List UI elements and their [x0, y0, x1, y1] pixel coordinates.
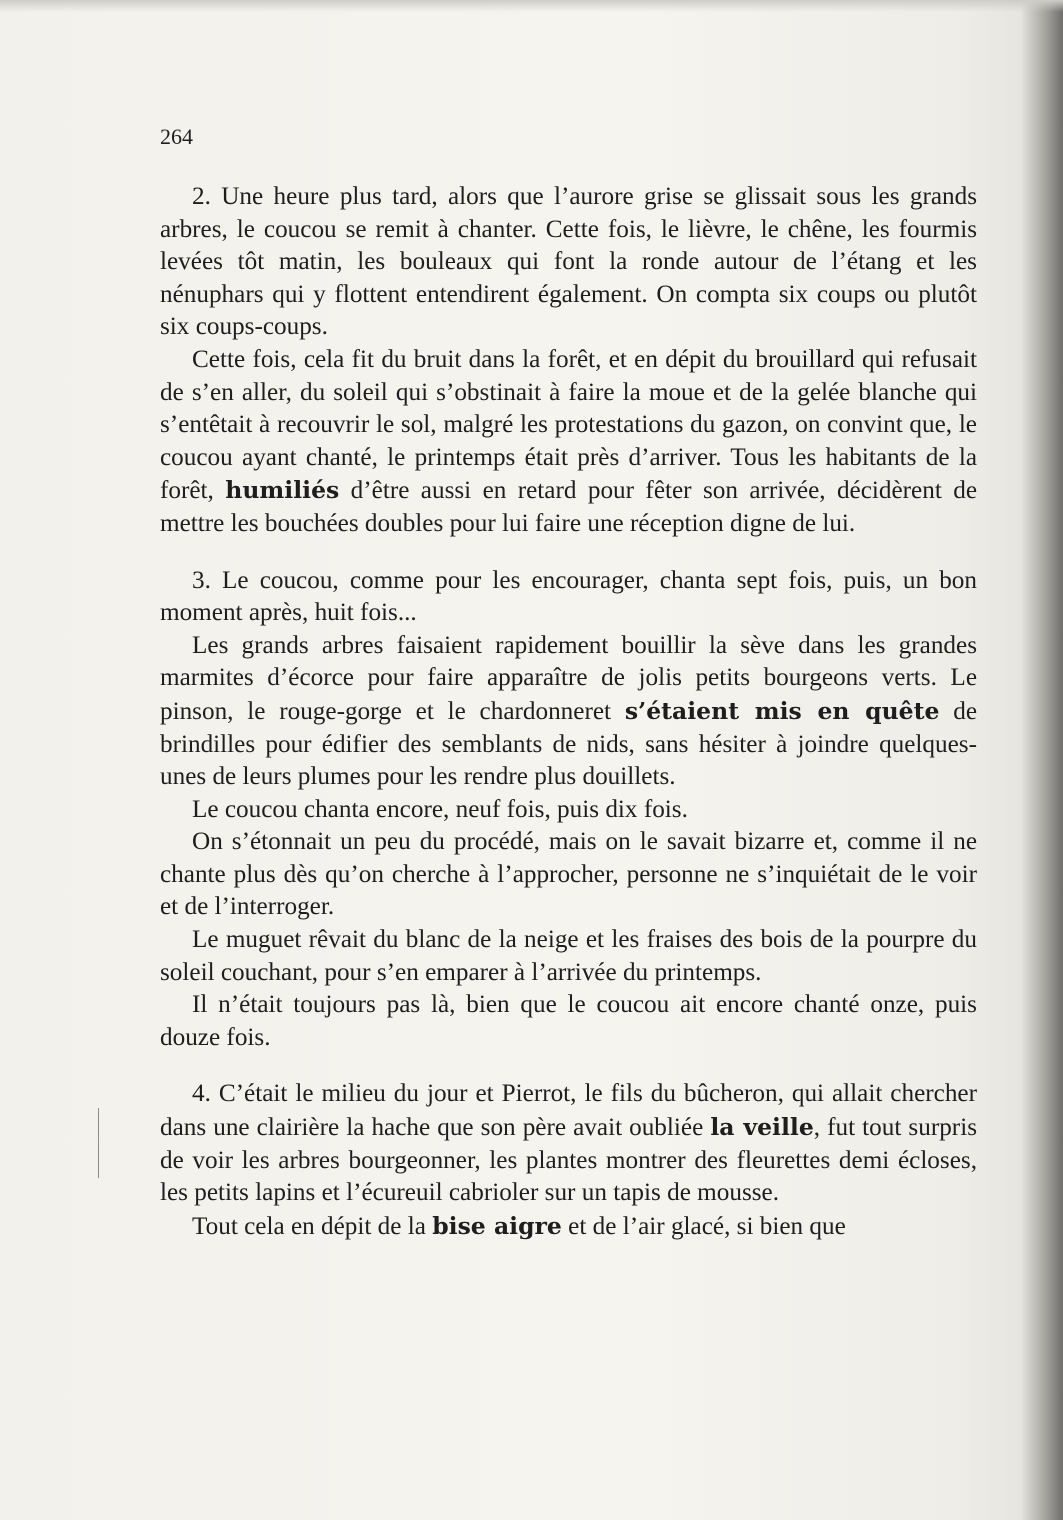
paragraph: [160, 924, 977, 989]
text-run: Il n’était toujours pas là, bien que le coucou ait encore chanté onze, puis douze fois.: [160, 991, 977, 1051]
paragraph: [160, 630, 977, 794]
paragraph: [160, 826, 977, 924]
text-run: Cette fois, cela fit du bruit dans la forêt, et en dépit du brouillard qui refusait de s’en aller, du soleil qui s’obstinait à faire la moue et de la gelée blanche qui s’entêtait à recouvrir le sol, malgré les protestations du gazon, on convint que, le coucou ayant chanté, le printemps était près d’arriver. Tous les habitants de la forêt,: [160, 345, 977, 505]
paragraph: [160, 181, 977, 344]
pencil-margin-mark: [98, 1108, 99, 1178]
text-run: Le muguet rêvait du blanc de la neige et les fraises des bois de la pourpre du soleil couchant, pour s’en emparer à l’arrivée du printemps.: [160, 926, 977, 986]
text-run: 4. C’était le milieu du jour et Pierrot, le fils du bûcheron, qui allait chercher dans une clairière la hache que son père avait oubliée: [160, 1080, 977, 1142]
bold-phrase: la veille: [710, 1113, 814, 1142]
body-text: [160, 181, 977, 1243]
bold-phrase: humiliés: [225, 476, 340, 505]
page-top-shadow: [0, 0, 1063, 12]
text-run: d’être aussi en retard pour fêter son arrivée, décidèrent de mettre les bouchées doubles pour lui faire une réception digne de lui.: [160, 477, 978, 537]
text-run: , fut tout surpris de voir les arbres bourgeonner, les plantes montrer des fleurettes demi écloses, les petits lapins et l’écureuil cabrioler sur un tapis de mousse.: [160, 1114, 977, 1207]
text-run: Tout cela en dépit de la: [192, 1212, 433, 1240]
text-run: Le coucou chanta encore, neuf fois, puis dix fois.: [192, 795, 688, 823]
page-number: 264: [160, 124, 193, 149]
text-run: de brindilles pour édifier des semblants de nids, sans hésiter à joindre quelques-unes de leurs plumes pour les rendre plus douillets.: [160, 697, 977, 791]
text-run: 2. Une heure plus tard, alors que l’aurore grise se glissait sous les grands arbres, le coucou se remit à chanter. Cette fois, le lièvre, le chêne, les fourmis levées tôt matin, les bouleaux qui font la ronde autour de l’étang et les nénuphars qui y flottent entendirent également. On compta six coups ou plutôt six coups-coups.: [160, 183, 977, 341]
bold-phrase: s’étaient mis en quête: [624, 696, 940, 725]
bold-phrase: bise aigre: [432, 1211, 562, 1240]
paragraph: [160, 1210, 977, 1244]
paragraph: [160, 565, 977, 630]
paragraph: [160, 989, 977, 1054]
text-run: Les grands arbres faisaient rapidement bouillir la sève dans les grandes marmites d’écorce pour faire apparaître de jolis petits bourgeons verts. Le pinson, le rouge-gorge et le chardonneret: [160, 631, 977, 725]
paragraph: [160, 794, 977, 827]
paragraph: [160, 1078, 977, 1209]
paragraph: [160, 344, 977, 541]
text-run: 3. Le coucou, comme pour les encourager, chanta sept fois, puis, un bon moment après, huit fois...: [160, 566, 977, 627]
text-run: On s’étonnait un peu du procédé, mais on le savait bizarre et, comme il ne chante plus dès qu’on cherche à l’approcher, personne ne s’inquiétait de le voir et de l’interroger.: [160, 828, 977, 921]
text-run: et de l’air glacé, si bien que: [561, 1212, 846, 1240]
